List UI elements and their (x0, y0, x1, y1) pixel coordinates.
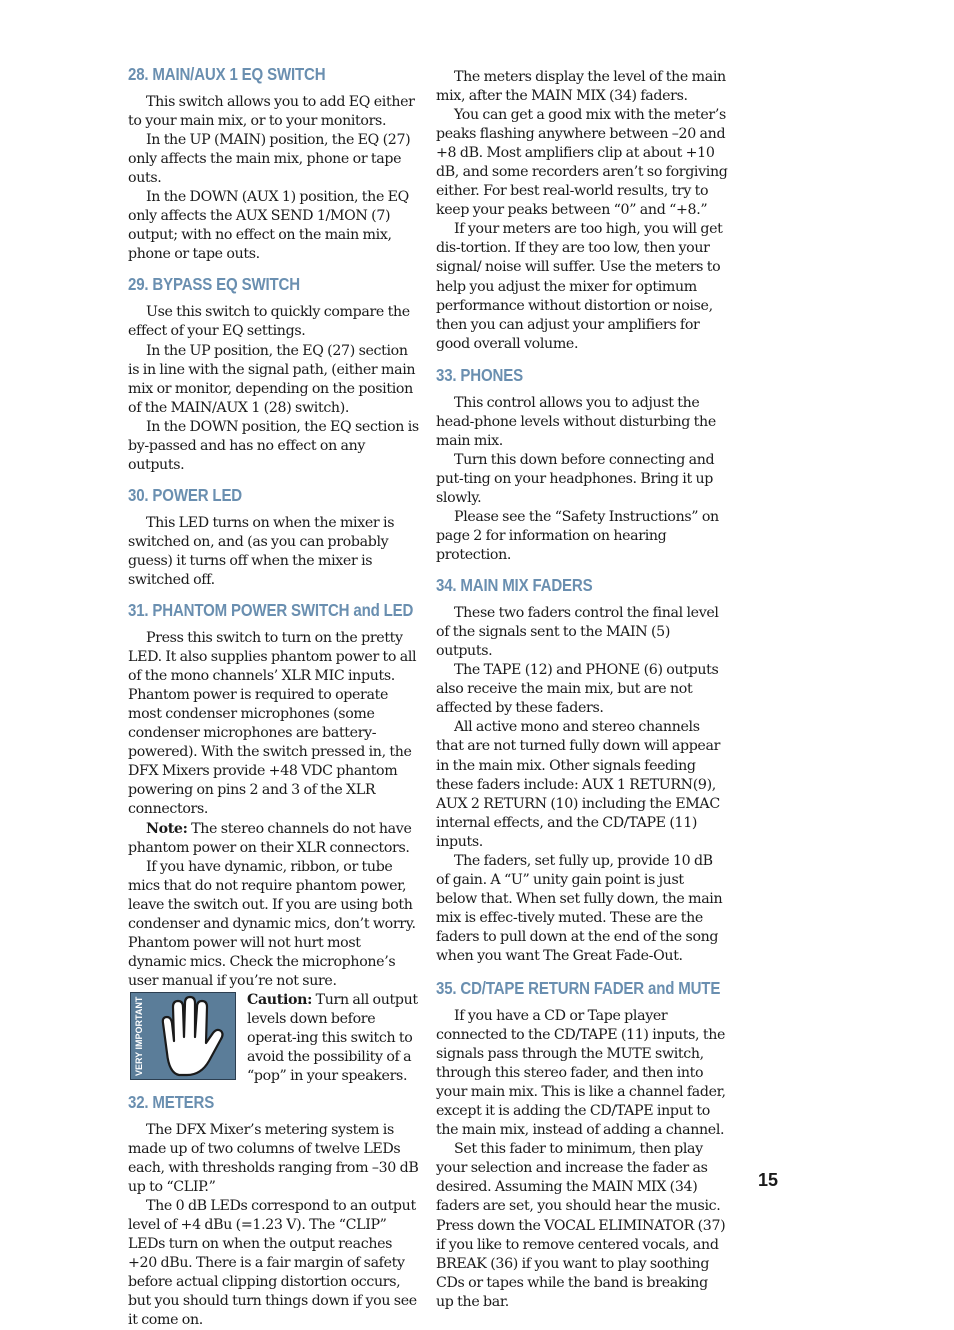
paragraph: You can get a good mix with the meter’s peaks flashing anywhere between –20 and +8 dB. Most amplifiers clip at about +10 dB, and some recorders aren’t so forgiving either. For best real-world results, try to keep your peaks between “0” and “+8.” (436, 107, 728, 219)
section-32-continued (436, 68, 728, 354)
section-28 (128, 64, 420, 264)
caution-text-block (247, 991, 422, 1086)
section-35 (436, 978, 728, 1312)
paragraph: In the UP (MAIN) position, the EQ (27) only affects the main mix, phone or tape outs. (128, 132, 411, 187)
paragraph: If you have dynamic, ribbon, or tube mics that do not require phantom power, leave the switch out. If you are using both condenser and dynamic mics, don’t worry. Phantom power will not hurt most dynamic mics. Check the microphone’s user manual if you’re not sure. (128, 858, 416, 989)
note-label: Note: (146, 820, 188, 837)
section-33 (436, 365, 728, 565)
very-important-label: VERY IMPORTANT (134, 996, 144, 1076)
paragraph: This switch allows you to add EQ either to your main mix, or to your monitors. (128, 94, 415, 130)
section-30 (128, 485, 420, 590)
caution-paragraph (247, 991, 422, 1086)
note-text: The stereo channels do not have phantom power on their XLR connectors. (128, 820, 412, 856)
right-column (436, 68, 728, 1312)
section-32 (128, 1092, 420, 1330)
section-heading: 34. MAIN MIX FADERS (436, 575, 593, 596)
paragraph: The DFX Mixer’s metering system is made up of two columns of twelve LEDs each, with thresholds ranging from –30 dB up to “CLIP.” (128, 1121, 419, 1196)
note-paragraph (128, 820, 420, 858)
section-heading: 35. CD/TAPE RETURN FADER and MUTE (436, 978, 721, 999)
caution-label: Caution: (247, 991, 312, 1008)
page-number: 15 (758, 1170, 779, 1190)
section-heading: 31. PHANTOM POWER SWITCH and LED (128, 600, 414, 621)
paragraph: The meters display the level of the main mix, after the MAIN MIX (34) faders. (436, 69, 726, 105)
section-heading: 28. MAIN/AUX 1 EQ SWITCH (128, 64, 326, 84)
paragraph: In the DOWN (AUX 1) position, the EQ only affects the AUX SEND 1/MON (7) output; with no effect on the main mix, phone or tape outs. (128, 189, 409, 263)
section-heading: 29. BYPASS EQ SWITCH (128, 274, 300, 295)
paragraph: The faders, set fully up, provide 10 dB of gain. A “U” unity gain point is just below that. When set fully down, the main mix is effec-tively muted. These are the faders to pull down at the end of the song when you want The Great Fade-Out. (436, 852, 723, 964)
paragraph: Use this switch to quickly compare the effect of your EQ settings. (128, 304, 410, 340)
paragraph: Press this switch to turn on the pretty LED. It also supplies phantom power to all of the mono channels’ XLR MIC inputs. Phantom power is required to operate most condenser microphones (some condenser microphones are battery-powered). With the switch pressed in, the DFX Mixers provide +48 VDC phantom powering on pins 2 and 3 of the XLR connectors. (128, 630, 417, 818)
left-column (128, 64, 420, 1330)
section-29 (128, 274, 420, 474)
very-important-badge (130, 992, 236, 1080)
paragraph: If your meters are too high, you will get dis-tortion. If they are too low, then your signal/ noise will suffer. Use the meters to help you adjust the mixer for optimum performance without distortion or noise, then you can adjust your amplifiers for good overall volume. (436, 221, 723, 352)
paragraph: The 0 dB LEDs correspond to an output level of +4 dBu (=1.23 V). The “CLIP” LEDs turn on when the output reaches +20 dBu. There is a fair margin of safety before actual clipping distortion occurs, but you should turn things down if you see it come on. (128, 1198, 417, 1329)
paragraph: Set this fader to minimum, then play your selection and increase the fader as desired. Assuming the MAIN MIX (34) faders are set, you should hear the music. Press down the VOCAL ELIMINATOR (37) if you like to remove centered vocals, and BREAK (36) if you want to play soothing CDs or tapes while the band is breaking up the bar. (436, 1141, 726, 1310)
paragraph: These two faders control the final level of the signals sent to the MAIN (5) outputs. (436, 605, 719, 660)
raised-hand-icon (131, 993, 237, 1081)
section-heading: 30. POWER LED (128, 484, 243, 505)
paragraph: The TAPE (12) and PHONE (6) outputs also receive the main mix, but are not affected by these faders. (436, 662, 719, 717)
paragraph: In the DOWN position, the EQ section is by-passed and has no effect on any outputs. (128, 418, 419, 473)
paragraph: This control allows you to adjust the head-phone levels without disturbing the main mix. (436, 394, 716, 449)
section-34 (436, 575, 728, 966)
section-heading: 32. METERS (128, 1091, 215, 1112)
paragraph: All active mono and stereo channels that are not turned fully down will appear in the main mix. Other signals feeding these faders include: AUX 1 RETURN(9), AUX 2 RETURN (10) including the EMAC internal effects, and the CD/TAPE (11) inputs. (436, 719, 721, 850)
section-31 (128, 600, 420, 1088)
paragraph: This LED turns on when the mixer is switched on, and (as you can probably guess) it turns off when the mixer is switched off. (128, 514, 395, 588)
caution-text: Turn all output levels down before operat-ing this switch to avoid the possibility of a “pop” in your speakers. (247, 991, 418, 1085)
paragraph: If you have a CD or Tape player connected to the CD/TAPE (11) inputs, the signals pass through the MUTE switch, through this stereo fader, and then into your main mix. This is like a channel fader, except it is adding the CD/TAPE input to the main mix, instead of adding a channel. (436, 1008, 726, 1139)
paragraph: Turn this down before connecting and put-ting on your headphones. Bring it up slowly. (436, 451, 715, 506)
paragraph: In the UP position, the EQ (27) section is in line with the signal path, (either main mix or monitor, depending on the position of the MAIN/AUX 1 (28) switch). (128, 342, 416, 416)
caution-box (128, 992, 420, 1088)
paragraph: Please see the “Safety Instructions” on page 2 for information on hearing protection. (436, 508, 719, 564)
section-heading: 33. PHONES (436, 364, 523, 385)
